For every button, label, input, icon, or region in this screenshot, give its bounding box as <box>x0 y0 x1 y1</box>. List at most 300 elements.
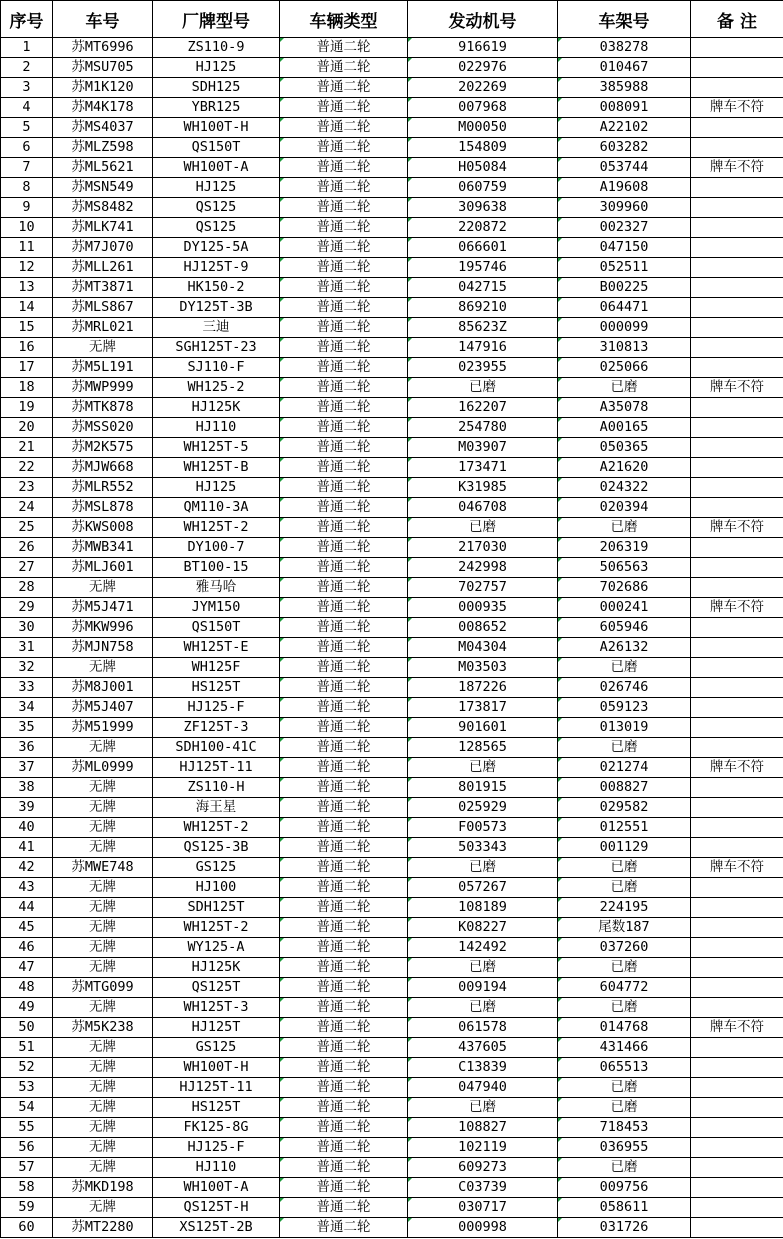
cell-vehicle-type: 普通二轮 <box>280 1158 408 1178</box>
cell-frame-no: 036955 <box>558 1138 691 1158</box>
cell-engine-no: 已磨 <box>408 998 558 1018</box>
cell-remark <box>691 878 783 898</box>
cell-seq: 39 <box>1 798 53 818</box>
cell-seq: 51 <box>1 1038 53 1058</box>
cell-plate: 苏M7J070 <box>53 238 153 258</box>
cell-plate: 苏M5J407 <box>53 698 153 718</box>
cell-remark <box>691 478 783 498</box>
cell-vehicle-type: 普通二轮 <box>280 1018 408 1038</box>
cell-seq: 14 <box>1 298 53 318</box>
cell-seq: 34 <box>1 698 53 718</box>
cell-frame-no: 已磨 <box>558 998 691 1018</box>
cell-model: WH125T-B <box>153 458 280 478</box>
cell-vehicle-type: 普通二轮 <box>280 458 408 478</box>
cell-seq: 38 <box>1 778 53 798</box>
cell-model: WH100T-H <box>153 1058 280 1078</box>
table-row <box>1 878 783 898</box>
cell-frame-no: 603282 <box>558 138 691 158</box>
table-row <box>1 1218 783 1238</box>
cell-model: WH125F <box>153 658 280 678</box>
cell-remark <box>691 798 783 818</box>
table-row <box>1 718 783 738</box>
cell-plate: 苏MT2280 <box>53 1218 153 1238</box>
cell-vehicle-type: 普通二轮 <box>280 958 408 978</box>
table-row <box>1 978 783 998</box>
cell-plate: 无牌 <box>53 1138 153 1158</box>
cell-model: SDH125T <box>153 898 280 918</box>
cell-vehicle-type: 普通二轮 <box>280 858 408 878</box>
cell-remark <box>691 198 783 218</box>
cell-model: HJ110 <box>153 418 280 438</box>
cell-engine-no: 108827 <box>408 1118 558 1138</box>
cell-model: HJ125 <box>153 58 280 78</box>
cell-frame-no: 已磨 <box>558 738 691 758</box>
cell-engine-no: M00050 <box>408 118 558 138</box>
table-row <box>1 58 783 78</box>
cell-remark: 牌车不符 <box>691 98 783 118</box>
cell-frame-no: 002327 <box>558 218 691 238</box>
cell-frame-no: 010467 <box>558 58 691 78</box>
cell-frame-no: 037260 <box>558 938 691 958</box>
cell-frame-no: 053744 <box>558 158 691 178</box>
cell-frame-no: 718453 <box>558 1118 691 1138</box>
table-row <box>1 138 783 158</box>
cell-model: XS125T-2B <box>153 1218 280 1238</box>
header-plate: 车号 <box>53 1 153 38</box>
cell-engine-no: 869210 <box>408 298 558 318</box>
cell-seq: 8 <box>1 178 53 198</box>
table-row <box>1 658 783 678</box>
cell-frame-no: 702686 <box>558 578 691 598</box>
cell-plate: 无牌 <box>53 1038 153 1058</box>
table-row <box>1 438 783 458</box>
cell-plate: 苏MLL261 <box>53 258 153 278</box>
cell-engine-no: 901601 <box>408 718 558 738</box>
cell-vehicle-type: 普通二轮 <box>280 58 408 78</box>
cell-plate: 苏MWE748 <box>53 858 153 878</box>
cell-vehicle-type: 普通二轮 <box>280 538 408 558</box>
cell-model: WH125T-2 <box>153 518 280 538</box>
cell-model: WH100T-A <box>153 1178 280 1198</box>
cell-engine-no: 已磨 <box>408 758 558 778</box>
cell-plate: 苏M4K178 <box>53 98 153 118</box>
cell-remark <box>691 38 783 58</box>
cell-seq: 56 <box>1 1138 53 1158</box>
cell-engine-no: 已磨 <box>408 958 558 978</box>
cell-frame-no: 000099 <box>558 318 691 338</box>
cell-vehicle-type: 普通二轮 <box>280 1198 408 1218</box>
table-row <box>1 518 783 538</box>
cell-frame-no: A35078 <box>558 398 691 418</box>
table-row <box>1 578 783 598</box>
cell-frame-no: 已磨 <box>558 878 691 898</box>
cell-engine-no: C03739 <box>408 1178 558 1198</box>
cell-engine-no: 154809 <box>408 138 558 158</box>
cell-frame-no: 013019 <box>558 718 691 738</box>
cell-plate: 苏MTG099 <box>53 978 153 998</box>
cell-remark <box>691 298 783 318</box>
cell-frame-no: 506563 <box>558 558 691 578</box>
cell-plate: 苏MLJ601 <box>53 558 153 578</box>
cell-plate: 无牌 <box>53 798 153 818</box>
cell-frame-no: A21620 <box>558 458 691 478</box>
cell-plate: 无牌 <box>53 738 153 758</box>
cell-seq: 36 <box>1 738 53 758</box>
cell-plate: 无牌 <box>53 658 153 678</box>
cell-seq: 20 <box>1 418 53 438</box>
cell-model: GS125 <box>153 1038 280 1058</box>
cell-engine-no: K08227 <box>408 918 558 938</box>
cell-remark: 牌车不符 <box>691 858 783 878</box>
cell-plate: 苏M2K575 <box>53 438 153 458</box>
cell-remark <box>691 618 783 638</box>
cell-frame-no: 已磨 <box>558 658 691 678</box>
cell-plate: 无牌 <box>53 818 153 838</box>
cell-remark <box>691 1178 783 1198</box>
cell-plate: 苏MSL878 <box>53 498 153 518</box>
table-row <box>1 298 783 318</box>
cell-plate: 苏M5L191 <box>53 358 153 378</box>
cell-seq: 25 <box>1 518 53 538</box>
table-row <box>1 1078 783 1098</box>
table-row <box>1 318 783 338</box>
cell-vehicle-type: 普通二轮 <box>280 658 408 678</box>
table-row <box>1 1178 783 1198</box>
cell-vehicle-type: 普通二轮 <box>280 758 408 778</box>
cell-remark <box>691 938 783 958</box>
cell-seq: 29 <box>1 598 53 618</box>
cell-vehicle-type: 普通二轮 <box>280 418 408 438</box>
cell-plate: 苏ML0999 <box>53 758 153 778</box>
cell-frame-no: 431466 <box>558 1038 691 1058</box>
cell-frame-no: A00165 <box>558 418 691 438</box>
cell-remark <box>691 918 783 938</box>
cell-vehicle-type: 普通二轮 <box>280 438 408 458</box>
table-row <box>1 1018 783 1038</box>
cell-frame-no: 052511 <box>558 258 691 278</box>
table-row <box>1 238 783 258</box>
cell-seq: 55 <box>1 1118 53 1138</box>
cell-vehicle-type: 普通二轮 <box>280 898 408 918</box>
cell-vehicle-type: 普通二轮 <box>280 738 408 758</box>
cell-plate: 无牌 <box>53 938 153 958</box>
cell-vehicle-type: 普通二轮 <box>280 118 408 138</box>
cell-engine-no: 已磨 <box>408 518 558 538</box>
cell-plate: 苏MJN758 <box>53 638 153 658</box>
cell-seq: 10 <box>1 218 53 238</box>
cell-model: WH125T-2 <box>153 918 280 938</box>
cell-remark: 牌车不符 <box>691 378 783 398</box>
cell-vehicle-type: 普通二轮 <box>280 918 408 938</box>
cell-seq: 22 <box>1 458 53 478</box>
cell-vehicle-type: 普通二轮 <box>280 698 408 718</box>
cell-frame-no: 224195 <box>558 898 691 918</box>
cell-engine-no: 702757 <box>408 578 558 598</box>
cell-seq: 58 <box>1 1178 53 1198</box>
cell-remark <box>691 318 783 338</box>
cell-plate: 苏MLK741 <box>53 218 153 238</box>
cell-model: HJ125K <box>153 398 280 418</box>
cell-engine-no: 162207 <box>408 398 558 418</box>
cell-remark <box>691 278 783 298</box>
cell-remark <box>691 58 783 78</box>
cell-model: SDH125 <box>153 78 280 98</box>
table-body <box>1 38 783 1238</box>
cell-plate: 苏MT6996 <box>53 38 153 58</box>
cell-plate: 无牌 <box>53 878 153 898</box>
header-engine-no: 发动机号 <box>408 1 558 38</box>
table-row <box>1 478 783 498</box>
cell-model: HJ100 <box>153 878 280 898</box>
cell-seq: 11 <box>1 238 53 258</box>
table-row <box>1 898 783 918</box>
cell-seq: 31 <box>1 638 53 658</box>
cell-seq: 28 <box>1 578 53 598</box>
cell-model: HJ125 <box>153 478 280 498</box>
cell-vehicle-type: 普通二轮 <box>280 478 408 498</box>
cell-seq: 45 <box>1 918 53 938</box>
cell-engine-no: 060759 <box>408 178 558 198</box>
cell-frame-no: 014768 <box>558 1018 691 1038</box>
cell-remark <box>691 958 783 978</box>
table-row <box>1 538 783 558</box>
cell-remark <box>691 978 783 998</box>
cell-frame-no: 206319 <box>558 538 691 558</box>
cell-frame-no: 008827 <box>558 778 691 798</box>
cell-plate: 无牌 <box>53 998 153 1018</box>
cell-engine-no: 147916 <box>408 338 558 358</box>
cell-remark <box>691 578 783 598</box>
cell-model: QS125T-H <box>153 1198 280 1218</box>
cell-vehicle-type: 普通二轮 <box>280 1058 408 1078</box>
cell-seq: 46 <box>1 938 53 958</box>
cell-remark: 牌车不符 <box>691 158 783 178</box>
cell-model: YBR125 <box>153 98 280 118</box>
table-row <box>1 858 783 878</box>
cell-engine-no: F00573 <box>408 818 558 838</box>
cell-remark <box>691 678 783 698</box>
cell-frame-no: 021274 <box>558 758 691 778</box>
cell-engine-no: 025929 <box>408 798 558 818</box>
cell-plate: 苏M5J471 <box>53 598 153 618</box>
table-row <box>1 1098 783 1118</box>
table-row <box>1 738 783 758</box>
cell-frame-no: 已磨 <box>558 518 691 538</box>
cell-frame-no: 025066 <box>558 358 691 378</box>
cell-plate: 无牌 <box>53 1158 153 1178</box>
cell-vehicle-type: 普通二轮 <box>280 678 408 698</box>
cell-model: HJ125-F <box>153 698 280 718</box>
cell-vehicle-type: 普通二轮 <box>280 398 408 418</box>
cell-plate: 无牌 <box>53 918 153 938</box>
cell-plate: 苏MLZ598 <box>53 138 153 158</box>
cell-seq: 3 <box>1 78 53 98</box>
table-row <box>1 638 783 658</box>
cell-plate: 无牌 <box>53 898 153 918</box>
cell-plate: 无牌 <box>53 1198 153 1218</box>
cell-vehicle-type: 普通二轮 <box>280 1118 408 1138</box>
cell-remark <box>691 458 783 478</box>
cell-seq: 35 <box>1 718 53 738</box>
cell-model: WH125T-5 <box>153 438 280 458</box>
cell-model: 海王星 <box>153 798 280 818</box>
cell-frame-no: 001129 <box>558 838 691 858</box>
cell-seq: 2 <box>1 58 53 78</box>
cell-model: ZS110-9 <box>153 38 280 58</box>
cell-vehicle-type: 普通二轮 <box>280 518 408 538</box>
cell-seq: 6 <box>1 138 53 158</box>
cell-vehicle-type: 普通二轮 <box>280 978 408 998</box>
cell-frame-no: 604772 <box>558 978 691 998</box>
cell-remark <box>691 358 783 378</box>
cell-plate: 苏MLS867 <box>53 298 153 318</box>
cell-seq: 4 <box>1 98 53 118</box>
cell-vehicle-type: 普通二轮 <box>280 778 408 798</box>
cell-frame-no: 385988 <box>558 78 691 98</box>
table-row <box>1 598 783 618</box>
cell-engine-no: 023955 <box>408 358 558 378</box>
cell-engine-no: 已磨 <box>408 1098 558 1118</box>
cell-remark <box>691 998 783 1018</box>
cell-vehicle-type: 普通二轮 <box>280 718 408 738</box>
cell-plate: 苏M1K120 <box>53 78 153 98</box>
cell-frame-no: 065513 <box>558 1058 691 1078</box>
cell-plate: 无牌 <box>53 1078 153 1098</box>
cell-vehicle-type: 普通二轮 <box>280 1038 408 1058</box>
cell-seq: 7 <box>1 158 53 178</box>
cell-seq: 32 <box>1 658 53 678</box>
table-row <box>1 758 783 778</box>
table-row <box>1 358 783 378</box>
cell-engine-no: 061578 <box>408 1018 558 1038</box>
cell-remark <box>691 558 783 578</box>
cell-engine-no: 195746 <box>408 258 558 278</box>
cell-frame-no: 309960 <box>558 198 691 218</box>
cell-remark <box>691 898 783 918</box>
cell-remark <box>691 658 783 678</box>
cell-model: SGH125T-23 <box>153 338 280 358</box>
cell-model: 三迪 <box>153 318 280 338</box>
cell-seq: 9 <box>1 198 53 218</box>
cell-plate: 苏MTK878 <box>53 398 153 418</box>
cell-model: HJ125T-11 <box>153 1078 280 1098</box>
cell-plate: 无牌 <box>53 1058 153 1078</box>
cell-frame-no: 059123 <box>558 698 691 718</box>
cell-seq: 49 <box>1 998 53 1018</box>
cell-plate: 无牌 <box>53 1118 153 1138</box>
cell-model: SJ110-F <box>153 358 280 378</box>
cell-seq: 1 <box>1 38 53 58</box>
table-row <box>1 38 783 58</box>
cell-vehicle-type: 普通二轮 <box>280 258 408 278</box>
cell-seq: 17 <box>1 358 53 378</box>
cell-model: HJ125T <box>153 1018 280 1038</box>
cell-vehicle-type: 普通二轮 <box>280 578 408 598</box>
cell-engine-no: C13839 <box>408 1058 558 1078</box>
table-row <box>1 78 783 98</box>
cell-remark: 牌车不符 <box>691 598 783 618</box>
cell-engine-no: 007968 <box>408 98 558 118</box>
cell-vehicle-type: 普通二轮 <box>280 338 408 358</box>
cell-model: DY100-7 <box>153 538 280 558</box>
cell-frame-no: 已磨 <box>558 1078 691 1098</box>
cell-engine-no: H05084 <box>408 158 558 178</box>
cell-remark <box>691 1118 783 1138</box>
cell-model: HJ125T-11 <box>153 758 280 778</box>
cell-plate: 无牌 <box>53 1098 153 1118</box>
cell-remark <box>691 1038 783 1058</box>
cell-seq: 27 <box>1 558 53 578</box>
cell-model: HJ125-F <box>153 1138 280 1158</box>
cell-engine-no: 030717 <box>408 1198 558 1218</box>
table-row <box>1 698 783 718</box>
cell-plate: 苏ML5621 <box>53 158 153 178</box>
cell-engine-no: 173817 <box>408 698 558 718</box>
cell-vehicle-type: 普通二轮 <box>280 238 408 258</box>
cell-frame-no: A19608 <box>558 178 691 198</box>
cell-vehicle-type: 普通二轮 <box>280 178 408 198</box>
cell-frame-no: 031726 <box>558 1218 691 1238</box>
table-row <box>1 278 783 298</box>
cell-frame-no: 008091 <box>558 98 691 118</box>
cell-engine-no: K31985 <box>408 478 558 498</box>
cell-seq: 44 <box>1 898 53 918</box>
cell-remark <box>691 818 783 838</box>
table-row <box>1 338 783 358</box>
cell-model: DY125-5A <box>153 238 280 258</box>
cell-model: WH125T-E <box>153 638 280 658</box>
cell-seq: 13 <box>1 278 53 298</box>
cell-vehicle-type: 普通二轮 <box>280 1078 408 1098</box>
cell-frame-no: 已磨 <box>558 378 691 398</box>
table-row <box>1 458 783 478</box>
cell-plate: 无牌 <box>53 338 153 358</box>
cell-engine-no: 242998 <box>408 558 558 578</box>
cell-engine-no: 066601 <box>408 238 558 258</box>
cell-frame-no: A22102 <box>558 118 691 138</box>
cell-plate: 苏MJW668 <box>53 458 153 478</box>
cell-model: WH125-2 <box>153 378 280 398</box>
table-row <box>1 98 783 118</box>
cell-remark <box>691 138 783 158</box>
header-vehicle-type: 车辆类型 <box>280 1 408 38</box>
cell-vehicle-type: 普通二轮 <box>280 358 408 378</box>
cell-engine-no: 042715 <box>408 278 558 298</box>
cell-seq: 50 <box>1 1018 53 1038</box>
cell-seq: 12 <box>1 258 53 278</box>
cell-frame-no: 000241 <box>558 598 691 618</box>
table-row <box>1 678 783 698</box>
cell-plate: 苏M5K238 <box>53 1018 153 1038</box>
cell-vehicle-type: 普通二轮 <box>280 218 408 238</box>
cell-plate: 苏MKW996 <box>53 618 153 638</box>
cell-vehicle-type: 普通二轮 <box>280 1178 408 1198</box>
cell-frame-no: 已磨 <box>558 1158 691 1178</box>
cell-engine-no: 220872 <box>408 218 558 238</box>
cell-engine-no: 000998 <box>408 1218 558 1238</box>
cell-model: QS125 <box>153 218 280 238</box>
cell-vehicle-type: 普通二轮 <box>280 1138 408 1158</box>
table-row <box>1 178 783 198</box>
cell-engine-no: 000935 <box>408 598 558 618</box>
header-remark: 备 注 <box>691 1 783 38</box>
cell-remark <box>691 1098 783 1118</box>
table-row <box>1 618 783 638</box>
cell-model: HS125T <box>153 678 280 698</box>
table-row <box>1 218 783 238</box>
table-row <box>1 1138 783 1158</box>
cell-remark: 牌车不符 <box>691 1018 783 1038</box>
